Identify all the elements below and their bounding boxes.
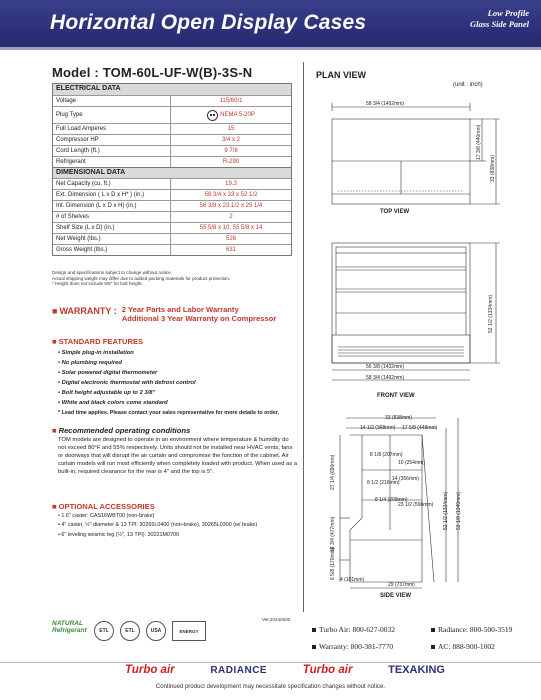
spec-label: Cord Length (ft.) [53, 146, 171, 156]
subtitle-line1: Low Profile [487, 8, 529, 18]
plug-type-value: NEMA 5-20P [220, 112, 255, 118]
dim-side-l: 4 (101mm) [340, 577, 365, 583]
dim-side-k: 6 5/8 (170mm) [330, 547, 336, 580]
table-row [53, 222, 291, 233]
contact-turbo: Turbo Air: 800-627-0032 [312, 620, 395, 639]
turbo-air-logo-2: Turbo air [302, 664, 353, 676]
table-row [53, 134, 291, 145]
spec-value: 2 [229, 214, 233, 220]
accessories-title-text: OPTIONAL ACCESSORIES [58, 502, 155, 511]
plug-icon [207, 110, 218, 121]
footer-disclaimer: Continued product development may necessitate specification changes without notice. [155, 684, 386, 690]
dimensional-header: DIMENSIONAL DATA [53, 167, 291, 178]
front-view-label: FRONT VIEW [377, 393, 415, 399]
spec-value: R-290 [222, 159, 240, 165]
warranty-label [52, 306, 117, 323]
dim-side-j: 18 3/4 (477mm) [330, 516, 336, 552]
dim-side-f: 14 (356mm) [392, 476, 419, 482]
natural-refrigerant-logo: NATURAL Refrigerant [52, 620, 87, 634]
accessories-title [52, 502, 155, 511]
side-view-label: SIDE VIEW [380, 593, 412, 599]
front-view-drawing [310, 225, 535, 395]
dim-top-width: 58 3/4 (1492mm) [366, 101, 405, 107]
table-row [53, 244, 291, 255]
recommended-title-text: Recommended operating conditions [58, 426, 191, 435]
unit-label: (unit : inch) [453, 82, 483, 88]
spec-value: 526 [225, 236, 236, 242]
warranty-label-text: WARRANTY : [59, 306, 117, 316]
plan-view-title: PLAN VIEW [316, 70, 367, 80]
dim-side-h: 23 1/2 (596mm) [398, 502, 434, 508]
accessories-list [58, 512, 257, 540]
header-banner [0, 0, 541, 50]
warranty-line2: Additional 3 Year Warranty on Compressor [121, 313, 277, 323]
spec-label: Compressor HP [53, 135, 171, 145]
table-row [53, 233, 291, 244]
electrical-header: ELECTRICAL DATA [53, 84, 291, 95]
lead-time-note: * Lead time applies. Please contact your sales representative for more details to order. [58, 408, 279, 418]
contact-ac: AC: 888-900-1002 [431, 637, 495, 656]
contact-warranty: Warranty: 800-381-7770 [312, 637, 393, 656]
spec-label: Refrigerant [53, 157, 171, 167]
model-number: Model : TOM-60L-UF-W(B)-3S-N [52, 65, 253, 80]
list-item: • No plumbing required [58, 358, 279, 368]
top-view-label: TOP VIEW [380, 209, 410, 215]
contact-radiance: Radiance: 800-500-3519 [431, 620, 512, 639]
footer-divider [0, 662, 541, 663]
table-row [53, 106, 291, 123]
note-line: Actual shipping weight may differ due to added packing materials for product protection. [52, 275, 231, 281]
dim-top-depth1: 17 3/8 (440mm) [476, 124, 482, 160]
recommended-text: TOM models are designed to operate in an environment where temperature & humidity do not exceed 80°F and 55% respectively. Units should not be installed near HVAC vents, fans or doorways that will disrupt the air curtain and compromise the function of the cabinet. Air curtain models will run most efficiently when completely loaded with product. When used as a built-in, required clearance for the rear is 4" and the top is 5". [58, 437, 297, 475]
energy-logo: ENERGY [172, 621, 206, 641]
dim-side-b: 17 5/8 (449mm) [402, 425, 438, 431]
warranty-section [52, 306, 276, 323]
dim-side-o: 53 1/8 (1349mm) [456, 491, 462, 530]
dim-side-c: 8 1/8 (207mm) [370, 452, 403, 458]
spec-label: Full Load Amperes [53, 124, 171, 134]
list-item: • Digital electronic thermostat with defrost control [58, 378, 279, 388]
dim-front-width1: 56 3/8 (1432mm) [366, 364, 405, 370]
features-title-text: STANDARD FEATURES [58, 337, 144, 346]
table-row [53, 211, 291, 222]
spec-value: 19.3 [225, 181, 237, 187]
list-item: • White and black colors come standard [58, 398, 279, 408]
table-row [53, 145, 291, 156]
spec-value [171, 107, 291, 123]
spec-label: Ext. Dimension ( L x D x H* ) (in.) [53, 190, 171, 200]
turbo-air-logo: Turbo air [125, 664, 175, 676]
column-divider [303, 62, 304, 612]
dim-side-e: 8 1/2 (216mm) [367, 480, 400, 486]
dim-front-height: 52 1/2 (1334mm) [488, 294, 494, 333]
texaking-logo: TEXAKING [388, 664, 445, 676]
usa-logo: USA [146, 621, 166, 641]
spec-value: 115/60/1 [219, 98, 243, 104]
bullet-icon: ■ [52, 426, 57, 435]
spec-value: 15 [227, 126, 235, 132]
list-item: • Bolt height adjustable up to 2 3/8" [58, 388, 279, 398]
dim-side-d: 10 (254mm) [398, 460, 425, 466]
note-line: * Height does not include 5/8" for bolt height. [52, 281, 143, 287]
spec-value: 55 5/8 x 10, 55 5/8 x 14 [199, 225, 263, 231]
spec-label: Shelf Size (L x D) (in.) [53, 223, 171, 233]
page-title: Horizontal Open Display Cases [50, 11, 367, 34]
spec-value: 3/4 x 2 [221, 137, 240, 143]
list-item: • Simple plug-in installation [58, 348, 279, 358]
features-title [52, 337, 143, 346]
table-row [53, 95, 291, 106]
version-label: Ver.20240530 [262, 617, 291, 622]
dim-top-depth2: 33 (838mm) [490, 155, 496, 182]
list-item: • 1.6" caster: CAS16WBT00 (non-brake) [58, 512, 257, 521]
spec-value: 9 7/8 [224, 148, 238, 154]
warranty-text [122, 306, 276, 323]
dim-side-n: 52 1/2 (1334mm) [443, 491, 449, 530]
etl-sanitation-logo: ETL [120, 621, 140, 641]
bullet-icon: ■ [52, 337, 57, 346]
spec-label: Plug Type [53, 107, 171, 123]
bullet-icon [431, 628, 435, 632]
table-row [53, 189, 291, 200]
bullet-icon [312, 628, 316, 632]
spec-label: Int. Dimension (L x D x H) (in.) [53, 201, 171, 211]
features-list [58, 348, 279, 418]
radiance-logo: RADIANCE [210, 664, 268, 676]
spec-label: Gross Weight (lbs.) [53, 245, 171, 255]
spec-label: Net Weight (lbs.) [53, 234, 171, 244]
table-row [53, 178, 291, 189]
table-row [53, 123, 291, 134]
table-row [53, 156, 291, 167]
certifications [52, 620, 206, 642]
recommended-title [52, 426, 190, 435]
spec-notes [52, 270, 292, 287]
etl-logo: ETL [94, 621, 114, 641]
spec-label: Net Capacity (cu. ft.) [53, 179, 171, 189]
list-item: • 6" leveling seismic leg (½", 13 TPI): 30221M0700 [58, 531, 257, 540]
subtitle-line2: Glass Side Panel [469, 19, 529, 29]
dim-side-g: 8 1/4 (209mm) [375, 497, 408, 503]
dim-side-m: 29 (737mm) [388, 582, 415, 588]
spec-label: # of Shelves [53, 212, 171, 222]
brand-logos [125, 664, 445, 676]
bullet-icon [312, 645, 316, 649]
spec-value: 631 [225, 247, 236, 253]
spec-label: Voltage [53, 96, 171, 106]
dim-front-width2: 58 3/4 (1492mm) [366, 375, 405, 381]
top-view-drawing [310, 95, 535, 210]
header-subtitle [470, 8, 529, 30]
dim-side-top: 33 (838mm) [385, 415, 412, 421]
spec-value: 58 3/4 x 33 x 52 1/2 [204, 192, 258, 198]
table-row [53, 200, 291, 211]
note-line: Design and specifications subject to change without notice. [52, 270, 173, 275]
list-item: • 4" caster, ½" diameter & 13 TPI: 30265L0400 (non-brake), 30265L0300 (w/ brake) [58, 521, 257, 530]
dim-side-i: 27 1/4 (690mm) [330, 454, 336, 490]
spec-table [52, 83, 292, 256]
spec-value: 56 3/8 x 23 1/2 x 25 1/4 [199, 203, 263, 209]
bullet-icon: ■ [52, 306, 58, 316]
list-item: • Solar powered digital thermometer [58, 368, 279, 378]
bullet-icon [431, 645, 435, 649]
dim-side-a: 14 1/2 (368mm) [360, 425, 396, 431]
warranty-line1: 2 Year Parts and Labor Warranty [121, 305, 239, 314]
bullet-icon: ■ [52, 502, 57, 511]
